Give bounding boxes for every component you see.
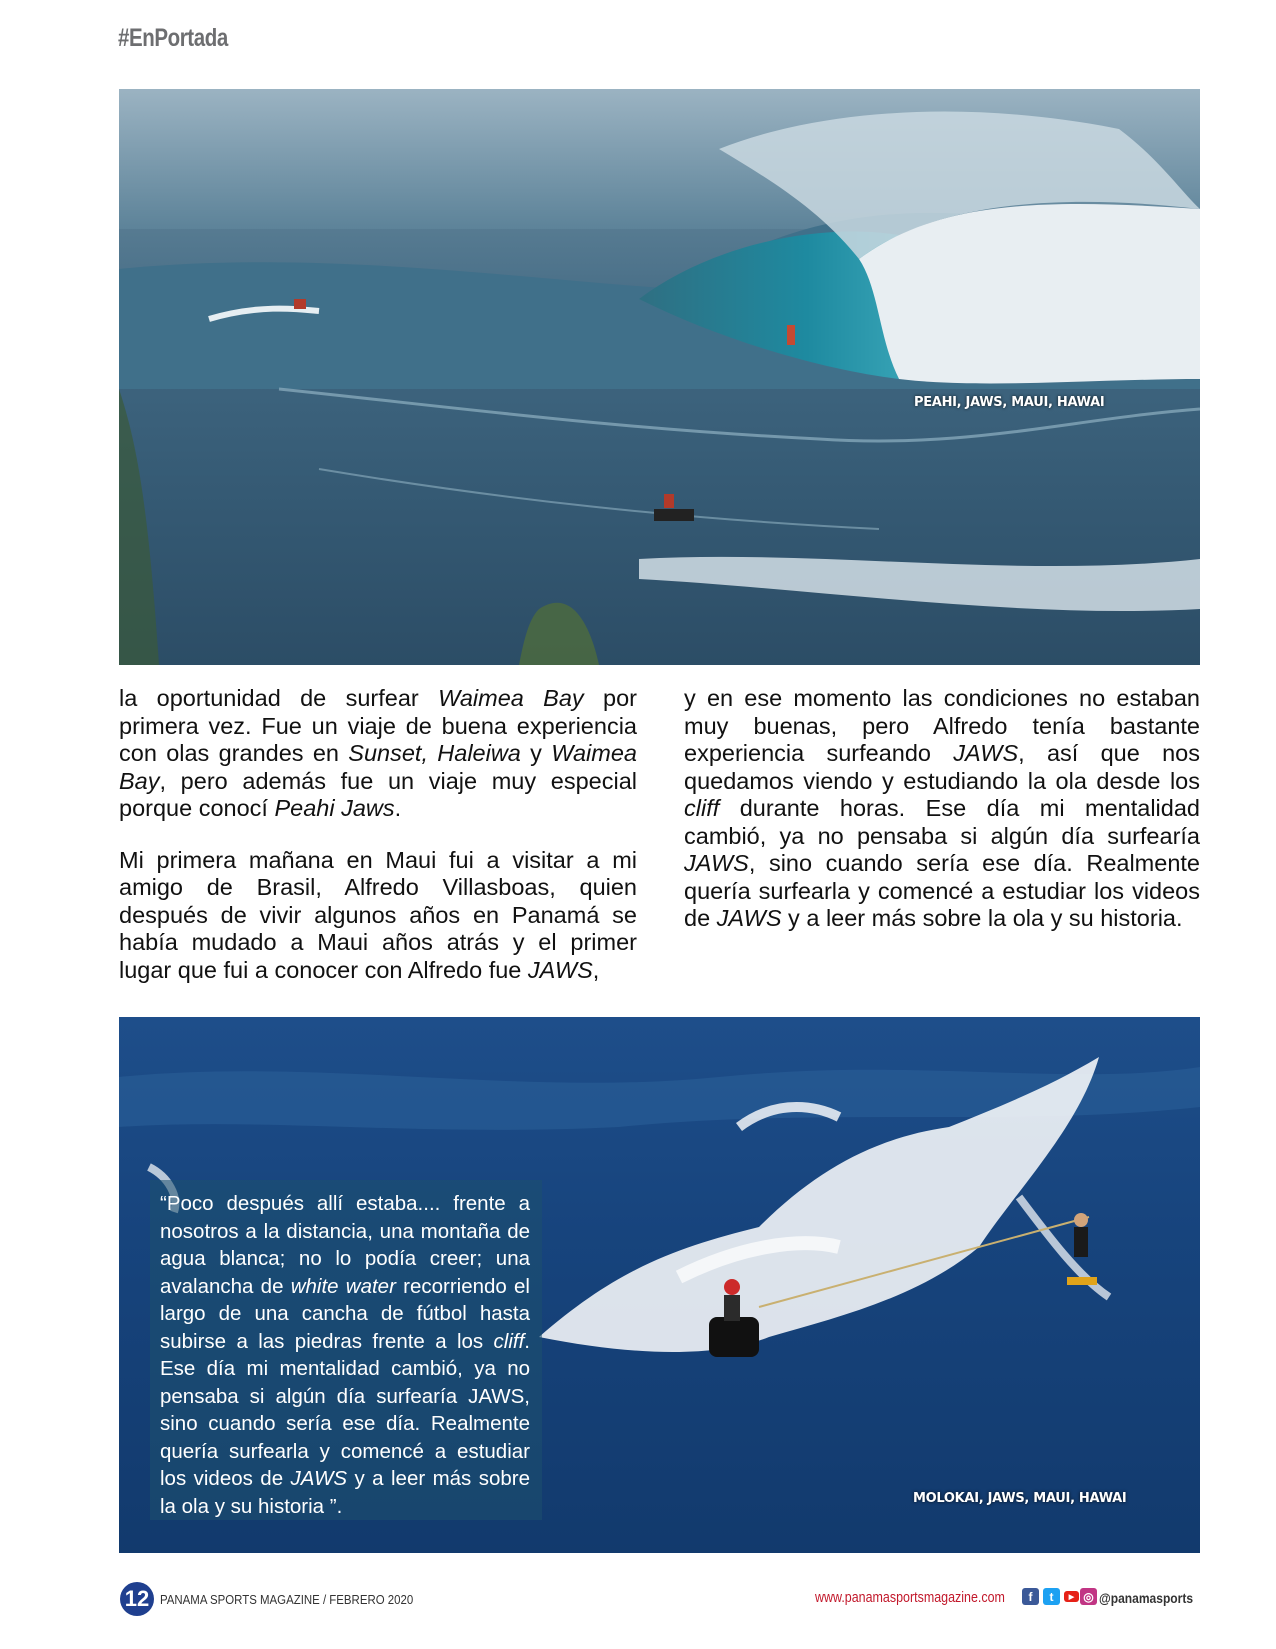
paragraph xyxy=(119,685,637,823)
paragraph xyxy=(119,847,637,985)
italic-text: JAWS xyxy=(716,905,782,931)
italic-text: JAWS xyxy=(953,740,1019,766)
photo-caption-top: PEAHI, JAWS, MAUI, HAWAI xyxy=(914,395,1105,410)
paragraph xyxy=(684,685,1200,933)
magazine-issue: PANAMA SPORTS MAGAZINE / FEBRERO 2020 xyxy=(160,1592,414,1607)
text-run: , xyxy=(592,956,600,983)
text-run: “Poco después allí estaba.... frente a nosotros a la distancia, una montaña de agua blanca; no lo podía creer; una avalancha de xyxy=(160,1192,530,1298)
text-run: recorriendo el largo de una cancha de fútbol hasta subirse a las piedras frente a los xyxy=(160,1274,530,1353)
text-run: por primera vez. Fue un viaje de buena experiencia con olas grandes en xyxy=(119,685,637,766)
social-handle: @panamasports xyxy=(1099,1590,1194,1606)
italic-text: cliff xyxy=(684,795,720,821)
text-run: Mi primera mañana en Maui fui a visitar a mi amigo de Brasil, Alfredo Villasboas, quien después de vivir algunos años en Panamá se había mudado a Maui años atrás y el primer lugar que fui a conocer con Alfredo fue xyxy=(119,846,637,983)
text-run: durante horas. Ese día mi mentalidad cambió, ya no pensaba si algún día surfearía xyxy=(684,795,1200,849)
photo-caption-bottom: MOLOKAI, JAWS, MAUI, HAWAI xyxy=(913,1491,1127,1506)
italic-text: white water xyxy=(290,1274,396,1298)
website-link[interactable]: www.panamasportsmagazine.com xyxy=(815,1590,1005,1606)
italic-text: JAWS xyxy=(527,956,593,983)
page-number: 12 xyxy=(120,1582,154,1616)
italic-text: Waimea Bay xyxy=(119,740,637,794)
pull-quote xyxy=(160,1190,530,1520)
italic-text: Waimea Bay xyxy=(438,685,584,711)
text-run: . xyxy=(394,795,402,821)
text-run: . Ese día mi mentalidad cambió, ya no pensaba si algún día surfearía JAWS, sino cuando sería ese día. Realmente quería surfearla y comencé a estudiar los videos de xyxy=(160,1329,530,1490)
italic-text: Peahi Jaws xyxy=(274,795,395,821)
youtube-icon[interactable]: ▶ xyxy=(1064,1591,1079,1602)
text-run: y a leer más sobre la ola y su historia. xyxy=(781,905,1183,931)
article-column-right xyxy=(684,685,1200,957)
text-run: la oportunidad de surfear xyxy=(119,685,439,711)
text-run: y en ese momento las condiciones no estaban muy buenas, pero Alfredo tenía bastante experiencia surfeando xyxy=(684,685,1200,766)
italic-text: JAWS xyxy=(684,850,749,876)
photo-peahi-jaws xyxy=(119,89,1200,665)
section-tag: #EnPortada xyxy=(118,24,228,52)
instagram-icon[interactable]: ◎ xyxy=(1080,1588,1097,1605)
wave-illustration xyxy=(119,89,1200,665)
text-run: , así que nos quedamos viendo y estudiando la ola desde los xyxy=(684,740,1200,794)
facebook-icon[interactable]: f xyxy=(1022,1588,1039,1605)
text-run: , pero además fue un viaje muy especial porque conocí xyxy=(119,767,637,821)
page-footer xyxy=(0,1580,1276,1620)
article-column-left xyxy=(119,685,637,1008)
italic-text: cliff xyxy=(493,1329,525,1353)
twitter-icon[interactable]: t xyxy=(1043,1588,1060,1605)
text-run: , sino cuando sería ese día. Realmente quería surfearla y comencé a estudiar los videos de xyxy=(684,850,1200,931)
text-run: y a leer más sobre la ola y su historia ”. xyxy=(160,1467,530,1518)
italic-text: Sunset, Haleiwa xyxy=(348,740,521,766)
italic-text: JAWS xyxy=(290,1467,348,1490)
text-run: y xyxy=(520,740,552,766)
